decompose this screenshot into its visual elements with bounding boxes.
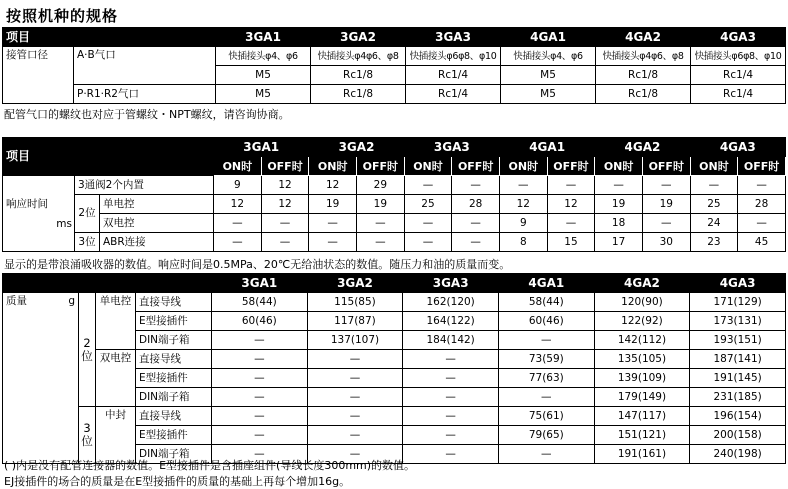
value-cell: —: [452, 233, 500, 252]
conn-label: E型接插件: [136, 426, 212, 445]
fitting-cell: 快插接头φ4、φ6: [216, 47, 311, 66]
on-header: ON时: [690, 157, 738, 176]
item-header: 项目: [3, 28, 216, 47]
value-cell: —: [307, 388, 403, 407]
off-header: OFF时: [452, 157, 500, 176]
value-cell: 30: [642, 233, 690, 252]
fitting-cell: 快插接头φ6φ8、φ10: [691, 47, 786, 66]
value-cell: 122(92): [594, 312, 690, 331]
closed-center-label: 中封: [96, 407, 136, 464]
value-cell: 12: [261, 195, 309, 214]
value-cell: —: [309, 233, 357, 252]
value-cell: 28: [452, 195, 500, 214]
value-cell: —: [212, 350, 308, 369]
value-cell: 191(161): [594, 445, 690, 464]
value-cell: —: [212, 331, 308, 350]
value-cell: 25: [404, 195, 452, 214]
off-header: OFF时: [738, 157, 786, 176]
value-cell: 115(85): [307, 293, 403, 312]
value-cell: —: [403, 445, 499, 464]
model-header: 4GA3: [690, 274, 786, 293]
value-cell: 184(142): [403, 331, 499, 350]
value-cell: 12: [261, 176, 309, 195]
value-cell: 12: [214, 195, 262, 214]
row-label: 3通阀2个内置: [75, 176, 214, 195]
off-header: OFF时: [261, 157, 309, 176]
value-cell: —: [499, 176, 547, 195]
value-cell: 187(141): [690, 350, 786, 369]
value-cell: 9: [214, 176, 262, 195]
value-cell: 45: [738, 233, 786, 252]
on-header: ON时: [404, 157, 452, 176]
value-cell: —: [403, 369, 499, 388]
item-header: 项目: [3, 138, 214, 176]
value-cell: 231(185): [690, 388, 786, 407]
pos3-char: 位: [81, 434, 93, 448]
value-cell: —: [212, 426, 308, 445]
value-cell: 9: [499, 214, 547, 233]
port-size-table: [2, 27, 786, 104]
value-cell: —: [690, 176, 738, 195]
off-header: OFF时: [547, 157, 595, 176]
row-label: 双电控: [100, 214, 214, 233]
value-cell: —: [642, 176, 690, 195]
model-header: 3GA3: [406, 28, 501, 47]
value-cell: 173(131): [690, 312, 786, 331]
model-header: 4GA1: [498, 274, 594, 293]
value-cell: 75(61): [498, 407, 594, 426]
response-time-table: [2, 137, 786, 252]
value-cell: 18: [595, 214, 643, 233]
value-cell: —: [214, 233, 262, 252]
value-cell: —: [595, 176, 643, 195]
value-cell: 171(129): [690, 293, 786, 312]
off-header: OFF时: [357, 157, 405, 176]
value-cell: —: [309, 214, 357, 233]
value-cell: —: [261, 233, 309, 252]
value-cell: 60(46): [498, 312, 594, 331]
value-cell: —: [738, 214, 786, 233]
model-header: 3GA3: [404, 138, 499, 157]
value-cell: 19: [642, 195, 690, 214]
response-unit: ms: [56, 217, 72, 230]
value-cell: —: [307, 407, 403, 426]
value-cell: 147(117): [594, 407, 690, 426]
value-cell: —: [403, 350, 499, 369]
fitting-cell: 快插接头φ4φ6、φ8: [311, 47, 406, 66]
model-header: 4GA1: [501, 28, 596, 47]
fitting-cell: 快插接头φ6φ8、φ10: [406, 47, 501, 66]
value-cell: —: [404, 176, 452, 195]
value-cell: 12: [547, 195, 595, 214]
response-label-text: 响应时间: [6, 197, 48, 210]
note-response: 显示的是带浪涌吸收器的数值。响应时间是0.5MPa、20℃无给油状态的数值。随压力和油的质量而变。: [4, 258, 511, 271]
value-cell: 120(90): [594, 293, 690, 312]
conn-label: 直接导线: [136, 350, 212, 369]
value-cell: —: [261, 214, 309, 233]
conn-label: DIN端子箱: [136, 388, 212, 407]
value-cell: —: [307, 445, 403, 464]
off-header: OFF时: [642, 157, 690, 176]
value-cell: 58(44): [498, 293, 594, 312]
position-3-label: [79, 407, 96, 464]
pos2-char: 位: [81, 348, 93, 363]
value-cell: —: [403, 388, 499, 407]
thread-cell: M5: [216, 85, 311, 104]
value-cell: 24: [690, 214, 738, 233]
value-cell: —: [307, 426, 403, 445]
value-cell: 139(109): [594, 369, 690, 388]
value-cell: 60(46): [212, 312, 308, 331]
value-cell: —: [403, 426, 499, 445]
value-cell: 77(63): [498, 369, 594, 388]
value-cell: —: [212, 407, 308, 426]
value-cell: —: [642, 214, 690, 233]
value-cell: 19: [595, 195, 643, 214]
value-cell: —: [547, 176, 595, 195]
model-header: 3GA2: [309, 138, 404, 157]
mass-table: [2, 273, 786, 464]
thread-cell: Rc1/4: [691, 85, 786, 104]
single-label: 单电控: [96, 293, 136, 350]
mass-unit: g: [68, 295, 75, 307]
model-header: 4GA3: [690, 138, 785, 157]
thread-cell: Rc1/4: [691, 66, 786, 85]
value-cell: —: [738, 176, 786, 195]
thread-cell: M5: [216, 66, 311, 85]
on-header: ON时: [214, 157, 262, 176]
model-header: 3GA3: [403, 274, 499, 293]
row-label: ABR连接: [100, 233, 214, 252]
position-label: 3位: [75, 233, 100, 252]
model-header: 3GA2: [311, 28, 406, 47]
value-cell: 23: [690, 233, 738, 252]
value-cell: 151(121): [594, 426, 690, 445]
value-cell: —: [307, 369, 403, 388]
value-cell: —: [212, 445, 308, 464]
value-cell: 142(112): [594, 331, 690, 350]
value-cell: 193(151): [690, 331, 786, 350]
thread-cell: Rc1/4: [406, 85, 501, 104]
value-cell: —: [307, 350, 403, 369]
value-cell: 200(158): [690, 426, 786, 445]
value-cell: 15: [547, 233, 595, 252]
note-mass-2: EJ接插件的场合的质量是在E型接插件的质量的基础上再每个增加16g。: [4, 475, 351, 488]
conn-label: DIN端子箱: [136, 331, 212, 350]
pos2-digit: 2: [83, 335, 91, 350]
model-header: 4GA3: [691, 28, 786, 47]
conn-label: E型接插件: [136, 312, 212, 331]
value-cell: —: [357, 233, 405, 252]
conn-label: DIN端子箱: [136, 445, 212, 464]
thread-cell: M5: [501, 85, 596, 104]
model-header: 3GA1: [212, 274, 308, 293]
value-cell: 12: [309, 176, 357, 195]
value-cell: —: [404, 214, 452, 233]
value-cell: —: [212, 369, 308, 388]
fitting-cell: 快插接头φ4、φ6: [501, 47, 596, 66]
page-title: 按照机种的规格: [6, 7, 119, 25]
on-header: ON时: [309, 157, 357, 176]
value-cell: 19: [357, 195, 405, 214]
value-cell: 162(120): [403, 293, 499, 312]
model-header: 3GA1: [216, 28, 311, 47]
value-cell: 137(107): [307, 331, 403, 350]
port-pr-label: P·R1·R2气口: [74, 85, 216, 104]
model-header: 4GA1: [499, 138, 594, 157]
value-cell: 28: [738, 195, 786, 214]
value-cell: 191(145): [690, 369, 786, 388]
value-cell: —: [547, 214, 595, 233]
position-label: 2位: [75, 195, 100, 233]
value-cell: 58(44): [212, 293, 308, 312]
value-cell: 12: [499, 195, 547, 214]
value-cell: 196(154): [690, 407, 786, 426]
mass-label: 质量: [6, 295, 27, 307]
model-header: 3GA1: [214, 138, 309, 157]
value-cell: 19: [309, 195, 357, 214]
port-ab-label: A·B气口: [74, 47, 216, 85]
value-cell: 164(122): [403, 312, 499, 331]
on-header: ON时: [595, 157, 643, 176]
fitting-cell: 快插接头φ4φ6、φ8: [596, 47, 691, 66]
row-label: 单电控: [100, 195, 214, 214]
conn-label: E型接插件: [136, 369, 212, 388]
note-mass-1: ( )内是没有配管连接器的数值。E型接插件是含插座组件(导线长度300mm)的数值。: [4, 459, 416, 472]
value-cell: —: [498, 331, 594, 350]
port-size-label: 接管口径: [3, 47, 74, 104]
value-cell: —: [357, 214, 405, 233]
value-cell: 79(65): [498, 426, 594, 445]
pos3-digit: 3: [83, 421, 91, 435]
value-cell: —: [452, 214, 500, 233]
value-cell: 8: [499, 233, 547, 252]
value-cell: —: [403, 407, 499, 426]
mass-header-blank: [3, 274, 212, 293]
value-cell: —: [452, 176, 500, 195]
position-2-label: [79, 293, 96, 407]
value-cell: 240(198): [690, 445, 786, 464]
model-header: 4GA2: [594, 274, 690, 293]
value-cell: 17: [595, 233, 643, 252]
value-cell: 135(105): [594, 350, 690, 369]
conn-label: 直接导线: [136, 407, 212, 426]
value-cell: 29: [357, 176, 405, 195]
conn-label: 直接导线: [136, 293, 212, 312]
value-cell: —: [404, 233, 452, 252]
value-cell: —: [212, 388, 308, 407]
value-cell: —: [498, 388, 594, 407]
model-header: 3GA2: [307, 274, 403, 293]
note-thread: 配管气口的螺纹也对应于管螺纹・NPT螺纹，请咨询协商。: [4, 108, 290, 121]
thread-cell: Rc1/8: [311, 66, 406, 85]
thread-cell: Rc1/8: [311, 85, 406, 104]
model-header: 4GA2: [595, 138, 690, 157]
value-cell: 25: [690, 195, 738, 214]
value-cell: —: [214, 214, 262, 233]
mass-label-cell: [3, 293, 79, 464]
value-cell: 179(149): [594, 388, 690, 407]
model-header: 4GA2: [596, 28, 691, 47]
value-cell: 73(59): [498, 350, 594, 369]
on-header: ON时: [499, 157, 547, 176]
value-cell: 117(87): [307, 312, 403, 331]
value-cell: —: [498, 445, 594, 464]
thread-cell: M5: [501, 66, 596, 85]
double-label: 双电控: [96, 350, 136, 407]
response-time-label: [3, 176, 75, 252]
thread-cell: Rc1/8: [596, 66, 691, 85]
thread-cell: Rc1/8: [596, 85, 691, 104]
thread-cell: Rc1/4: [406, 66, 501, 85]
